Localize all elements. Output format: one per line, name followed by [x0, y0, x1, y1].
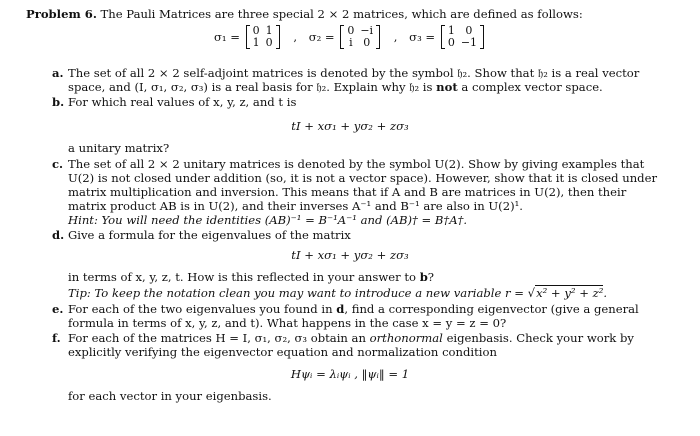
matrix-cell: 0 [363, 36, 371, 49]
matrix-cell: 0 [465, 24, 473, 37]
problem-intro: The Pauli Matrices are three special 2 × 2 matrices, which are defined as follows: [100, 7, 583, 21]
part-c-line3: matrix multiplication and inversion. This means that if A and B are matrices in U(2), then their [68, 185, 627, 199]
part-c-line2: U(2) is not closed under addition (so, it is not a vector space). However, show that it is closed under [68, 171, 657, 185]
part-e-text: , find a corresponding eigenvector (give a general [344, 302, 639, 316]
matrix-cell: −1 [460, 36, 478, 49]
matrix-separator: , [393, 29, 398, 44]
part-b-text: For which real values of x, y, z, and t is [68, 95, 297, 109]
sigma1-symbol: σ₁ = [213, 29, 240, 44]
part-e-marker: e. [52, 302, 64, 316]
part-c-line4: matrix product AB is in U(2), and their inverses A⁻¹ and B⁻¹ are also in U(2)¹. [68, 199, 523, 213]
matrix-cell: 0 [447, 36, 455, 49]
sigma2-matrix [340, 25, 380, 49]
part-b-equation: tI + xσ₁ + yσ₂ + zσ₃ [291, 119, 409, 133]
matrix-cell: 1 [252, 36, 260, 49]
problem-label: Problem 6. [26, 7, 97, 21]
sigma3-symbol: σ₃ = [409, 29, 436, 44]
part-c-text: The set of all 2 × 2 unitary matrices is denoted by the symbol U(2). Show by giving examples that [68, 157, 645, 171]
part-e-emphasis: d [336, 302, 345, 316]
part-f-text: For each of the matrices H = I, σ₁, σ₂, σ₃ obtain an [68, 331, 366, 345]
part-f-line1 [52, 331, 634, 346]
part-d-tip-text: Tip: To keep the notation clean you may want to introduce a new variable r = [68, 286, 524, 300]
part-a-emphasis: not [436, 80, 458, 94]
part-e-line1 [52, 302, 639, 317]
part-f-line3: for each vector in your eigenbasis. [68, 389, 272, 403]
part-a-text: The set of all 2 × 2 self-adjoint matrices is denoted by the symbol 𝔥₂. Show that 𝔥₂ is a real vector [68, 66, 640, 80]
part-f-marker: f. [52, 331, 61, 345]
part-d-tip-text: . [603, 286, 608, 300]
part-e-text: For each of the two eigenvalues you found in [68, 302, 333, 316]
part-d-line1 [52, 228, 351, 243]
part-a-text: space, and (I, σ₁, σ₂, σ₃) is a real basis for 𝔥₂. Explain why 𝔥₂ is [68, 80, 433, 94]
sigma2-symbol: σ₂ = [308, 29, 335, 44]
part-d-emphasis: b [419, 270, 428, 284]
part-c-line1 [52, 157, 644, 172]
part-d-line2 [68, 270, 434, 285]
part-a-line1 [52, 66, 639, 81]
matrix-cell: 0 [265, 36, 273, 49]
part-b-line2: a unitary matrix? [68, 141, 170, 155]
part-b-marker: b. [52, 95, 65, 109]
part-d-text: ? [427, 270, 435, 284]
matrix-cell: 0 [347, 24, 355, 37]
part-f-emphasis: orthonormal [369, 331, 443, 345]
matrix-cell: 0 [252, 24, 260, 37]
part-f-equation: Hψᵢ = λᵢψᵢ , ‖ψᵢ‖ = 1 [290, 367, 410, 381]
sigma1-matrix [246, 25, 280, 49]
matrix-cell: −i [360, 24, 374, 37]
matrix-cell: 1 [447, 24, 455, 37]
part-a-line2 [68, 80, 603, 95]
part-d-text: Give a formula for the eigenvalues of the matrix [68, 228, 351, 242]
problem-title [26, 7, 583, 22]
sqrt-radicand: x² + y² + z² [536, 286, 604, 300]
part-d-text: in terms of x, y, z, t. How is this reflected in your answer to [68, 270, 416, 284]
part-a-text: a complex vector space. [461, 80, 603, 94]
sigma3-matrix [441, 25, 484, 49]
part-b-line1 [52, 95, 296, 110]
matrix-cell: i [349, 36, 353, 49]
part-c-hint: Hint: You will need the identities (AB)⁻¹ = B⁻¹A⁻¹ and (AB)† = B†A†. [68, 213, 468, 227]
part-f-line2: explicitly verifying the eigenvector equation and normalization condition [68, 345, 497, 359]
pauli-matrices-row [0, 25, 700, 59]
matrix-separator: , [293, 29, 297, 44]
part-c-marker: c. [52, 157, 64, 171]
part-e-line2: formula in terms of x, y, z, and t). What happens in the case x = y = z = 0? [68, 316, 507, 330]
part-d-marker: d. [52, 228, 65, 242]
part-a-marker: a. [52, 66, 64, 80]
part-d-tip: Tip: To keep the notation clean you may want to introduce a new variable r = √x² + y² + z². [68, 286, 608, 300]
part-d-equation: tI + xσ₁ + yσ₂ + zσ₃ [291, 248, 409, 262]
part-f-text: eigenbasis. Check your work by [446, 331, 634, 345]
matrix-cell: 1 [265, 24, 273, 37]
